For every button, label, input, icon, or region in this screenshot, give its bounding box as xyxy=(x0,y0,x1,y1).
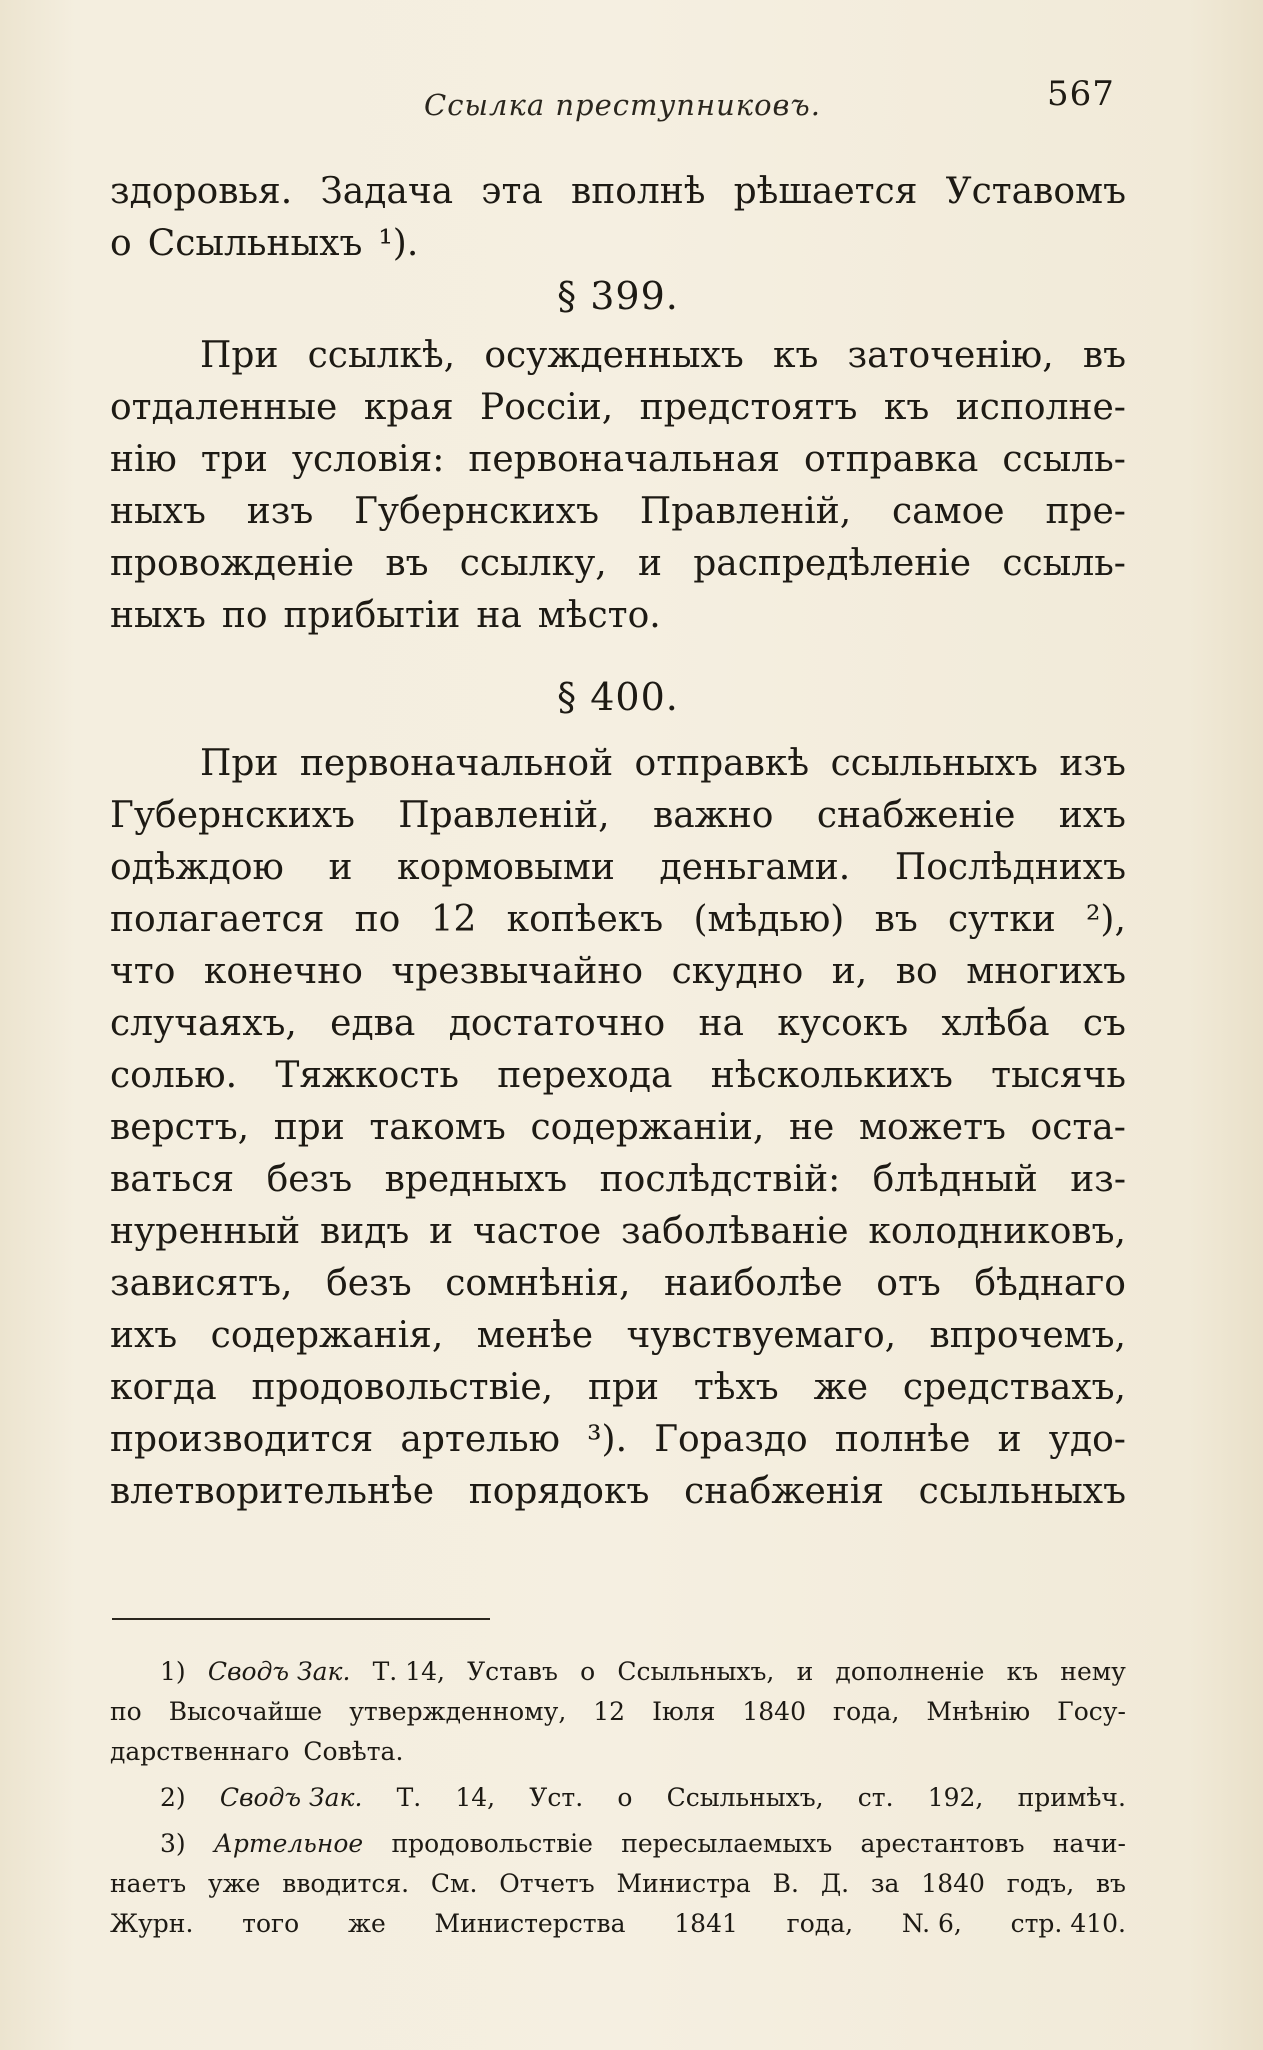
word: едва xyxy=(330,1003,416,1044)
word: полагается xyxy=(110,899,325,940)
word: въ xyxy=(1095,1869,1126,1898)
word: начи- xyxy=(1052,1829,1126,1858)
word: влетворительнѣе xyxy=(110,1471,435,1512)
word: отправкѣ xyxy=(634,743,810,784)
word: из- xyxy=(1070,1159,1126,1200)
text-line xyxy=(110,1362,1126,1414)
footnote-line xyxy=(110,1778,1126,1818)
word: многихъ xyxy=(966,951,1126,992)
word: кусокъ xyxy=(777,1003,909,1044)
word: Уст. xyxy=(529,1783,584,1812)
word: прибытіи xyxy=(283,595,461,636)
word: кормовыми xyxy=(397,847,615,888)
word: ссыльныхъ xyxy=(918,1471,1126,1512)
word: Правленій, xyxy=(398,795,610,836)
footnote-3 xyxy=(110,1824,1126,1944)
word: ихъ xyxy=(1058,795,1126,836)
word: содержанія, xyxy=(210,1315,444,1356)
text-line xyxy=(110,590,1126,642)
word: 12 xyxy=(593,1697,626,1726)
word: ссыль- xyxy=(1002,543,1126,584)
word: 1) xyxy=(160,1657,186,1686)
footnote-line xyxy=(110,1732,1126,1772)
text-line xyxy=(110,1258,1126,1310)
word: В. xyxy=(772,1869,799,1898)
text-line xyxy=(110,1414,1126,1466)
text-line xyxy=(110,1466,1126,1518)
word: достаточно xyxy=(448,1003,666,1044)
text-line xyxy=(110,330,1126,382)
word: съ xyxy=(1082,1003,1126,1044)
word: Гораздо xyxy=(654,1419,808,1460)
word: изъ xyxy=(1059,743,1126,784)
footnote-line xyxy=(110,1864,1126,1904)
word: оста- xyxy=(1030,1107,1126,1148)
text-line xyxy=(110,382,1126,434)
word: деньгами. xyxy=(659,847,851,888)
word: Губернскихъ xyxy=(354,491,599,532)
paragraph-399 xyxy=(110,330,1126,642)
word: отдаленные xyxy=(110,387,338,428)
word: 14, xyxy=(455,1783,496,1812)
word: заболѣваніе xyxy=(620,1211,849,1252)
word: наетъ xyxy=(110,1869,187,1898)
word: три xyxy=(200,439,268,480)
word: о xyxy=(110,223,132,264)
word: продовольствіе xyxy=(391,1829,593,1858)
word: Т. 14, xyxy=(372,1657,445,1686)
word: мѣсто. xyxy=(537,595,661,636)
footnote-line xyxy=(110,1692,1126,1732)
word: не xyxy=(789,1107,835,1148)
word: ссылкѣ, xyxy=(307,335,456,376)
word: ваться xyxy=(110,1159,235,1200)
word: уже xyxy=(207,1869,261,1898)
word: въ xyxy=(385,543,429,584)
word: См. xyxy=(430,1869,478,1898)
word: эта xyxy=(481,171,543,212)
text-line xyxy=(110,842,1126,894)
word: Министра xyxy=(616,1869,751,1898)
word: наиболѣе xyxy=(664,1263,843,1304)
word: При xyxy=(200,335,279,376)
word: перехода xyxy=(497,1055,673,1096)
word: самое xyxy=(891,491,1005,532)
text-line xyxy=(110,1154,1126,1206)
word: по xyxy=(354,899,401,940)
word: 1840 xyxy=(742,1697,806,1726)
word: сутки xyxy=(948,899,1056,940)
word: къ xyxy=(772,335,819,376)
page-header xyxy=(0,0,1263,150)
word: артелью xyxy=(400,1419,560,1460)
word: того xyxy=(242,1909,300,1938)
word: нему xyxy=(1060,1657,1126,1686)
word: безъ xyxy=(266,1159,353,1200)
section-heading-400: § 400. xyxy=(557,675,679,719)
word: сомнѣнія, xyxy=(445,1263,631,1304)
word: ссылку, xyxy=(459,543,607,584)
word: нуренный xyxy=(110,1211,301,1252)
word: утвержденному, xyxy=(349,1697,567,1726)
word: (мѣдью) xyxy=(693,899,845,940)
word: къ xyxy=(1006,1657,1039,1686)
word: продовольствіе, xyxy=(251,1367,554,1408)
word: въ xyxy=(1082,335,1126,376)
word: и xyxy=(796,1657,814,1686)
word: колодниковъ, xyxy=(868,1211,1126,1252)
word: порядокъ xyxy=(468,1471,650,1512)
word: 12 xyxy=(430,899,477,940)
word: по xyxy=(110,1697,142,1726)
word: зависятъ, xyxy=(110,1263,293,1304)
text-line xyxy=(110,894,1126,946)
page-number: 567 xyxy=(1047,74,1115,114)
word: послѣдствій: xyxy=(599,1159,841,1200)
word: 3) xyxy=(160,1829,186,1858)
word: конечно xyxy=(203,951,363,992)
footnote-line xyxy=(110,1652,1126,1692)
footnote-2 xyxy=(110,1778,1126,1818)
word: нію xyxy=(110,439,177,480)
word: бѣднаго xyxy=(974,1263,1126,1304)
footnote-line xyxy=(110,1824,1126,1864)
word: ссыльныхъ xyxy=(830,743,1038,784)
word: Д. xyxy=(820,1869,850,1898)
running-head: Ссылка преступниковъ. xyxy=(424,88,821,122)
word: заточенію, xyxy=(847,335,1054,376)
text-line xyxy=(110,1102,1126,1154)
word: чувствуемаго, xyxy=(626,1315,897,1356)
word: Высочайше xyxy=(168,1697,323,1726)
word: снабженіе xyxy=(816,795,1016,836)
word: примѣч. xyxy=(1017,1783,1126,1812)
word: на xyxy=(698,1003,744,1044)
word: Т. xyxy=(396,1783,422,1812)
word: въ xyxy=(874,899,918,940)
word: годъ, xyxy=(1006,1869,1075,1898)
word: и, xyxy=(831,951,868,992)
word: нѣсколькихъ xyxy=(710,1055,953,1096)
word: скудно xyxy=(671,951,804,992)
word: ²), xyxy=(1086,899,1126,940)
word: Артельное xyxy=(213,1829,364,1858)
word: ссыль- xyxy=(1002,439,1126,480)
word: Послѣднихъ xyxy=(894,847,1126,888)
word: первоначальная xyxy=(468,439,780,480)
word: года, xyxy=(833,1697,900,1726)
word: Сводъ Зак. xyxy=(207,1657,351,1686)
word: первоначальной xyxy=(299,743,614,784)
word: Уставомъ xyxy=(945,171,1126,212)
word: вполнѣ xyxy=(570,171,706,212)
word: Іюля xyxy=(652,1697,716,1726)
word: вводится. xyxy=(282,1869,410,1898)
word: о xyxy=(580,1657,596,1686)
word: вредныхъ xyxy=(384,1159,568,1200)
text-line xyxy=(110,486,1126,538)
word: изъ xyxy=(246,491,314,532)
text-line xyxy=(110,1310,1126,1362)
word: случаяхъ, xyxy=(110,1003,297,1044)
word: по xyxy=(221,595,268,636)
word: предстоятъ xyxy=(639,387,858,428)
word: и xyxy=(429,1211,454,1252)
text-line xyxy=(110,166,1126,218)
word: менѣе xyxy=(476,1315,594,1356)
word: ихъ xyxy=(110,1315,178,1356)
word: Мнѣнію xyxy=(926,1697,1031,1726)
text-line xyxy=(110,1206,1126,1258)
word: Ссыльныхъ xyxy=(147,223,363,264)
footnotes xyxy=(110,1652,1126,1944)
word: исполне- xyxy=(955,387,1126,428)
word: 1840 xyxy=(921,1869,985,1898)
text-line xyxy=(110,538,1126,590)
word: что xyxy=(110,951,176,992)
text-line xyxy=(110,434,1126,486)
word: Ссыльныхъ, xyxy=(617,1657,775,1686)
footnote-1 xyxy=(110,1652,1126,1772)
word: края xyxy=(363,387,454,428)
word: верстъ, xyxy=(110,1107,250,1148)
word: къ xyxy=(883,387,930,428)
word: солью. xyxy=(110,1055,238,1096)
text-line xyxy=(110,218,1126,270)
word: 2) xyxy=(160,1783,186,1812)
word: на xyxy=(476,595,522,636)
word: ст. xyxy=(857,1783,894,1812)
word: средствахъ, xyxy=(902,1367,1126,1408)
word: дарственнаго xyxy=(110,1737,290,1766)
word: одѣждою xyxy=(110,847,284,888)
text-line xyxy=(110,946,1126,998)
word: Журн. xyxy=(110,1909,194,1938)
word: же xyxy=(813,1367,868,1408)
word: при xyxy=(587,1367,660,1408)
word: года, xyxy=(786,1909,854,1938)
text-line xyxy=(110,790,1126,842)
word: пересылаемыхъ xyxy=(621,1829,833,1858)
word: о xyxy=(617,1783,633,1812)
word: рѣшается xyxy=(733,171,918,212)
word: и xyxy=(328,847,353,888)
word: такомъ xyxy=(369,1107,506,1148)
word: N. 6, xyxy=(901,1909,962,1938)
word: арестантовъ xyxy=(860,1829,1025,1858)
word: когда xyxy=(110,1367,217,1408)
word: при xyxy=(273,1107,345,1148)
word: содержаніи, xyxy=(530,1107,765,1148)
word: ¹). xyxy=(378,223,419,264)
word: отъ xyxy=(876,1263,941,1304)
word: дополненіе xyxy=(835,1657,985,1686)
word: При xyxy=(200,743,279,784)
word: Правленій, xyxy=(639,491,852,532)
paragraph-continuation xyxy=(110,166,1126,270)
word: безъ xyxy=(326,1263,412,1304)
text-line xyxy=(110,1050,1126,1102)
section-heading-399: § 399. xyxy=(557,274,679,318)
paragraph-400 xyxy=(110,738,1126,1518)
word: впрочемъ, xyxy=(929,1315,1126,1356)
word: во xyxy=(895,951,938,992)
word: условія: xyxy=(291,439,445,480)
word: хлѣба xyxy=(941,1003,1050,1044)
word: видъ xyxy=(319,1211,410,1252)
word: полнѣе xyxy=(834,1419,971,1460)
word: тѣхъ xyxy=(693,1367,779,1408)
word: же xyxy=(347,1909,386,1938)
word: отправка xyxy=(804,439,979,480)
word: копѣекъ xyxy=(506,899,664,940)
word: 1841 xyxy=(674,1909,738,1938)
word: важно xyxy=(652,795,774,836)
word: ныхъ xyxy=(110,595,206,636)
word: снабженія xyxy=(684,1471,884,1512)
footnote-rule xyxy=(112,1618,490,1620)
word: здоровья. xyxy=(110,171,293,212)
word: Тяжкость xyxy=(275,1055,460,1096)
word: чрезвычайно xyxy=(391,951,644,992)
word: Отчетъ xyxy=(499,1869,595,1898)
word: можетъ xyxy=(858,1107,1006,1148)
word: и xyxy=(997,1419,1022,1460)
footnote-line xyxy=(110,1904,1126,1944)
word: 192, xyxy=(927,1783,984,1812)
word: Россіи, xyxy=(480,387,614,428)
word: за xyxy=(870,1869,900,1898)
word: тысячь xyxy=(991,1055,1126,1096)
word: Совѣта. xyxy=(303,1737,404,1766)
word: ныхъ xyxy=(110,491,206,532)
word: Сводъ Зак. xyxy=(219,1783,363,1812)
word: Министерства xyxy=(434,1909,626,1938)
word: пре- xyxy=(1045,491,1126,532)
word: распредѣленіе xyxy=(693,543,972,584)
word: стр. 410. xyxy=(1010,1909,1126,1938)
word: осужденныхъ xyxy=(484,335,744,376)
word: удо- xyxy=(1048,1419,1126,1460)
word: блѣдный xyxy=(872,1159,1038,1200)
word: провожденіе xyxy=(110,543,355,584)
word: и xyxy=(637,543,662,584)
text-line xyxy=(110,738,1126,790)
word: производится xyxy=(110,1419,374,1460)
word: частое xyxy=(472,1211,602,1252)
word: Уставъ xyxy=(467,1657,558,1686)
word: Ссыльныхъ, xyxy=(666,1783,824,1812)
word: Задача xyxy=(320,171,454,212)
word: Госу- xyxy=(1057,1697,1126,1726)
word: ³). xyxy=(587,1419,628,1460)
text-line xyxy=(110,998,1126,1050)
word: Губернскихъ xyxy=(110,795,355,836)
main-text xyxy=(110,166,1126,1518)
